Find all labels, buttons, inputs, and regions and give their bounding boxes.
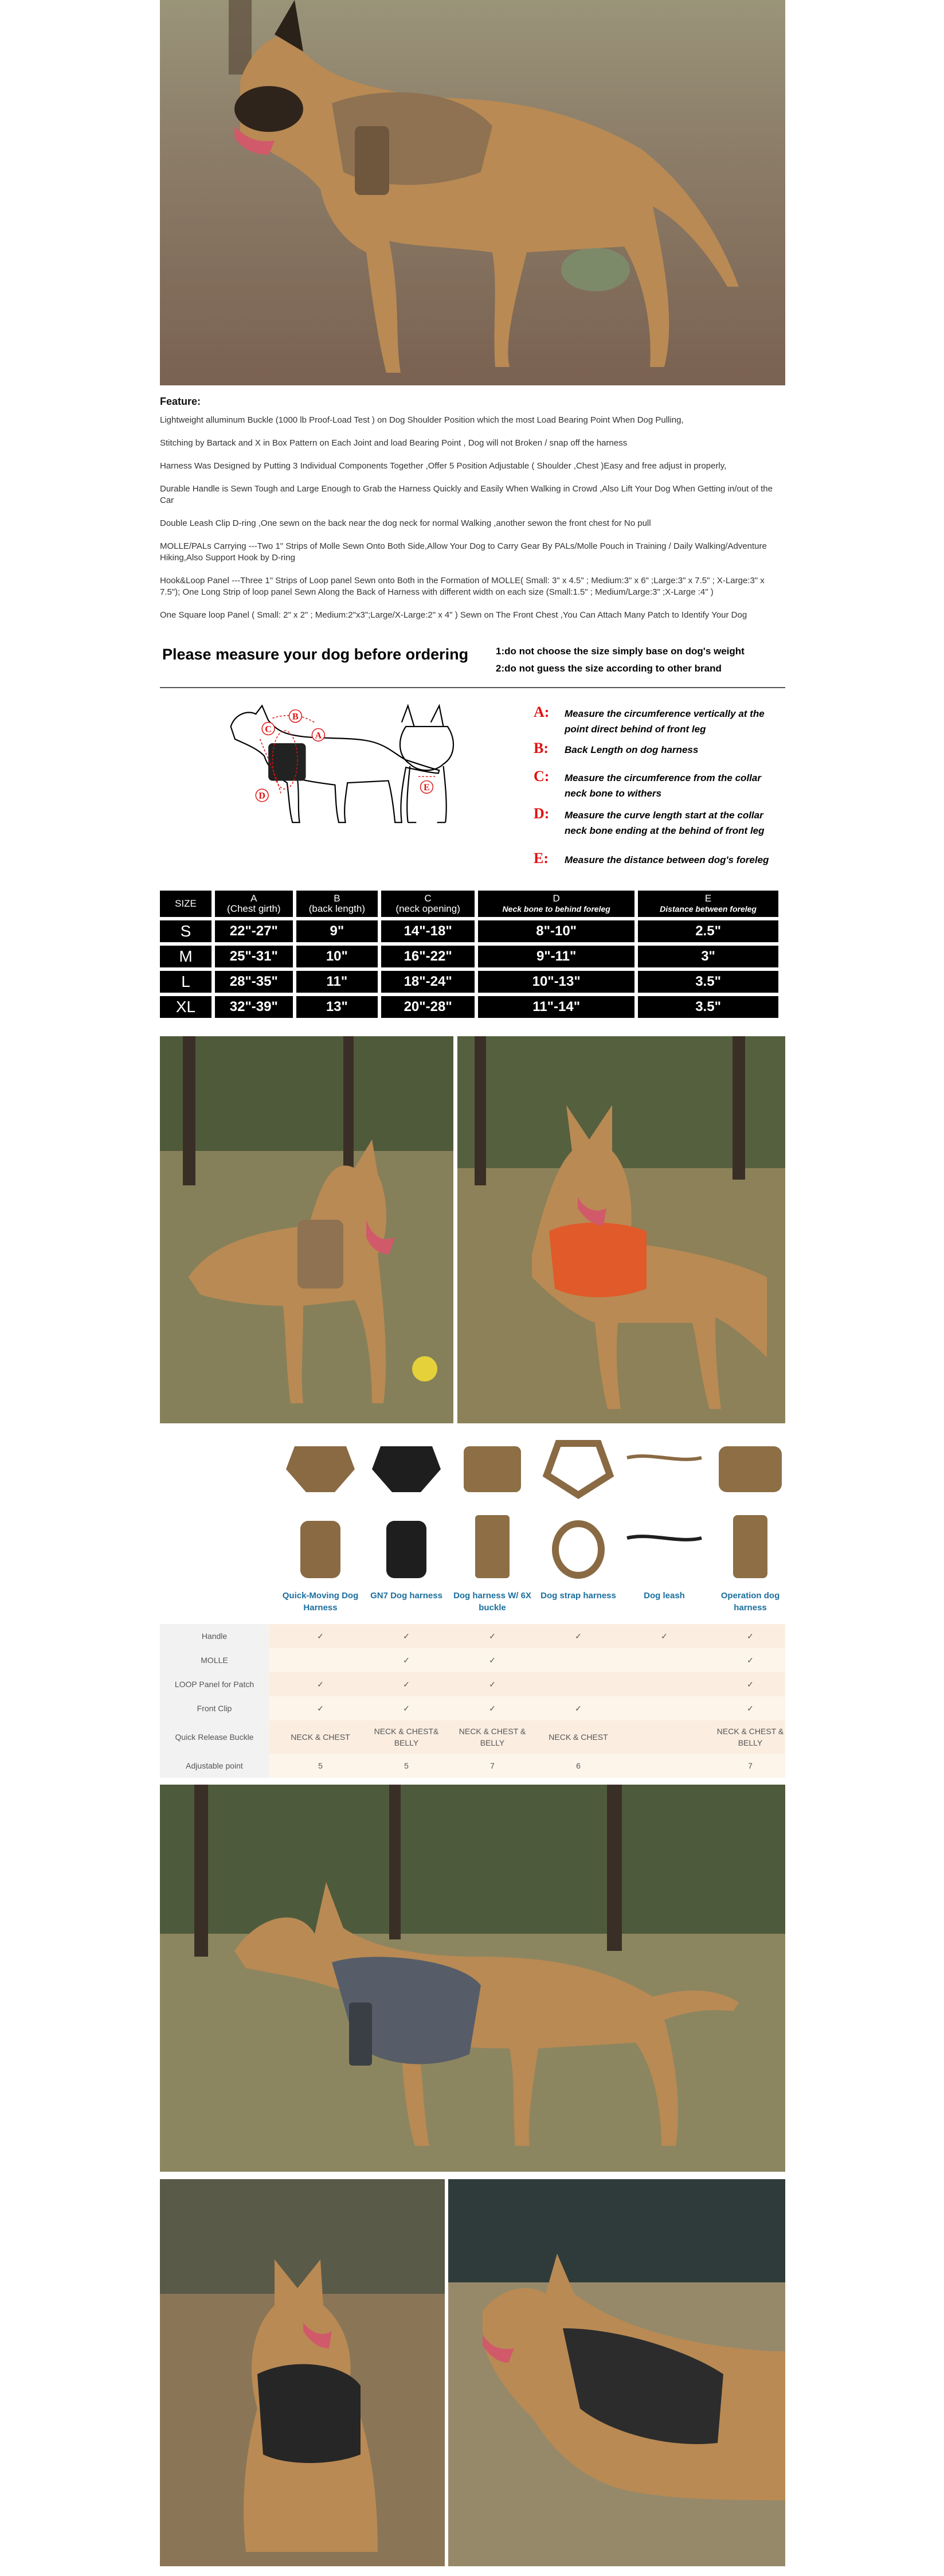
header-cell: C (neck opening)	[381, 891, 475, 917]
feature-item: Hook&Loop Panel ---Three 1" Strips of Loop panel Sewn onto Both in the Formation of MOLLE( Small: 3" x 4.5" ; Medium:3" x 6" ;Large:3" x 7.5" ; X-Large:3" x 7.5"); One Long Strip of loop panel Sewn Along the Back of Harness with different width on each size (Small:1.5" ; Medium/Large:3" ;X-Large :4" )	[160, 576, 765, 597]
table-header-row	[160, 891, 778, 917]
table-row: XL 32"-39" 13" 20"-28" 11"-14" 3.5"	[160, 996, 778, 1018]
comparison-row-molle: MOLLE ✓ ✓ ✓	[160, 1648, 785, 1672]
comparison-product-name[interactable]: Quick-Moving Dog Harness	[282, 1591, 359, 1613]
dog-measurement-diagram	[177, 697, 510, 881]
header-cell: B (back length)	[296, 891, 378, 917]
comparison-product[interactable]	[363, 1435, 449, 1587]
product-photo-grey-harness	[160, 1785, 785, 2172]
size-chart-table	[156, 887, 782, 1021]
measure-note: 1:do not choose the size simply base on dog's weight	[496, 646, 745, 657]
product-photo-orange-harness	[457, 1036, 785, 1423]
table-row: M 25"-31" 10" 16"-22" 9"-11" 3"	[160, 946, 778, 967]
measure-guide: Please measure your dog before ordering 1:do not choose the size simply base on dog's weight 2:do not guess the size according to other brand A B C D E A: Measure the circumference vertically at the point direct behind of front leg B: Back Length on dog harness C: Measure the circumference from the collar neck bone to withers D: Measure the curve length start at the collar neck bone ending at the behind of front leg E: Measure the distance between dog's foreleg	[160, 640, 785, 875]
comparison-row-handle: Handle ✓ ✓ ✓ ✓ ✓ ✓	[160, 1624, 785, 1648]
comparison-product[interactable]	[621, 1435, 707, 1587]
product-comparison	[160, 1435, 785, 1779]
header-cell: A (Chest girth)	[215, 891, 293, 917]
product-photo-black-harness-sitting	[160, 2179, 445, 2566]
comparison-row-adjustable: Adjustable point 5 5 7 6 7	[160, 1754, 785, 1778]
comparison-product[interactable]	[707, 1435, 793, 1587]
header-cell: SIZE	[160, 891, 211, 917]
comparison-row-front-clip: Front Clip ✓ ✓ ✓ ✓ ✓	[160, 1696, 785, 1720]
comparison-product[interactable]	[277, 1435, 363, 1587]
diagram-letter-e: E	[424, 783, 430, 793]
diagram-letter-c: C	[265, 724, 272, 735]
header-cell: D Neck bone to behind foreleg	[478, 891, 634, 917]
comparison-product[interactable]	[535, 1435, 621, 1587]
product-photo-tan-harness	[160, 0, 785, 385]
header-cell: E Distance between foreleg	[638, 891, 778, 917]
feature-item: Stitching by Bartack and X in Box Pattern on Each Joint and load Bearing Point , Dog will not Broken / snap off the harness	[160, 438, 628, 448]
product-photo-black-harness-lying	[448, 2179, 785, 2566]
diagram-letter-a: A	[315, 731, 322, 741]
feature-item: Lightweight alluminum Buckle (1000 lb Proof-Load Test ) on Dog Shoulder Position which the most Load Bearing Point When Dog Pulling,	[160, 415, 684, 425]
comparison-product-name[interactable]: Dog harness W/ 6X buckle	[453, 1591, 531, 1613]
comparison-row-loop-panel: LOOP Panel for Patch ✓ ✓ ✓ ✓	[160, 1672, 785, 1696]
feature-list	[160, 396, 785, 633]
comparison-product[interactable]	[449, 1435, 535, 1587]
diagram-letter-b: B	[292, 712, 299, 722]
product-photo-brown-harness	[160, 1036, 453, 1423]
comparison-row-quick-release: Quick Release Buckle NECK & CHEST NECK & CHEST& BELLY NECK & CHEST & BELLY NECK & CHEST NECK & CHEST & BELLY	[160, 1720, 785, 1754]
feature-item: MOLLE/PALs Carrying ---Two 1" Strips of Molle Sewn Onto Both Side,Allow Your Dog to Carry Gear By PALs/Molle Pouch in Training / Daily Walking/Adventure Hiking,Also Support Hook by D-ring	[160, 541, 767, 563]
diagram-letter-d: D	[258, 791, 265, 801]
comparison-product-name[interactable]: Dog leash	[644, 1591, 685, 1601]
feature-item: Harness Was Designed by Putting 3 Individual Components Together ,Offer 5 Position Adjustable ( Shoulder ,Chest )Easy and free adjust in properly,	[160, 461, 727, 471]
divider	[160, 687, 785, 688]
comparison-product-name[interactable]: Operation dog harness	[720, 1591, 780, 1613]
table-row: S 22"-27" 9" 14"-18" 8"-10" 2.5"	[160, 920, 778, 942]
feature-heading: Feature:	[160, 396, 201, 407]
feature-item: Durable Handle is Sewn Tough and Large Enough to Grab the Harness Quickly and Easily When Walking in Crowd ,Also Lift Your Dog When Getting in/out of the Car	[160, 484, 773, 505]
comparison-product-name[interactable]: GN7 Dog harness	[370, 1591, 442, 1601]
table-row: L 28"-35" 11" 18"-24" 10"-13" 3.5"	[160, 971, 778, 993]
feature-item: One Square loop Panel ( Small: 2" x 2" ; Medium:2"x3";Large/X-Large:2" x 4" ) Sewn on The Front Chest ,You Can Attach Many Patch to Identify Your Dog	[160, 610, 747, 620]
comparison-product-name[interactable]: Dog strap harness	[540, 1591, 616, 1601]
measure-note: 2:do not guess the size according to other brand	[496, 663, 722, 674]
measure-title: Please measure your dog before ordering	[162, 646, 469, 663]
feature-item: Double Leash Clip D-ring ,One sewn on the back near the dog neck for normal Walking ,another sewon the front chest for No pull	[160, 518, 651, 528]
